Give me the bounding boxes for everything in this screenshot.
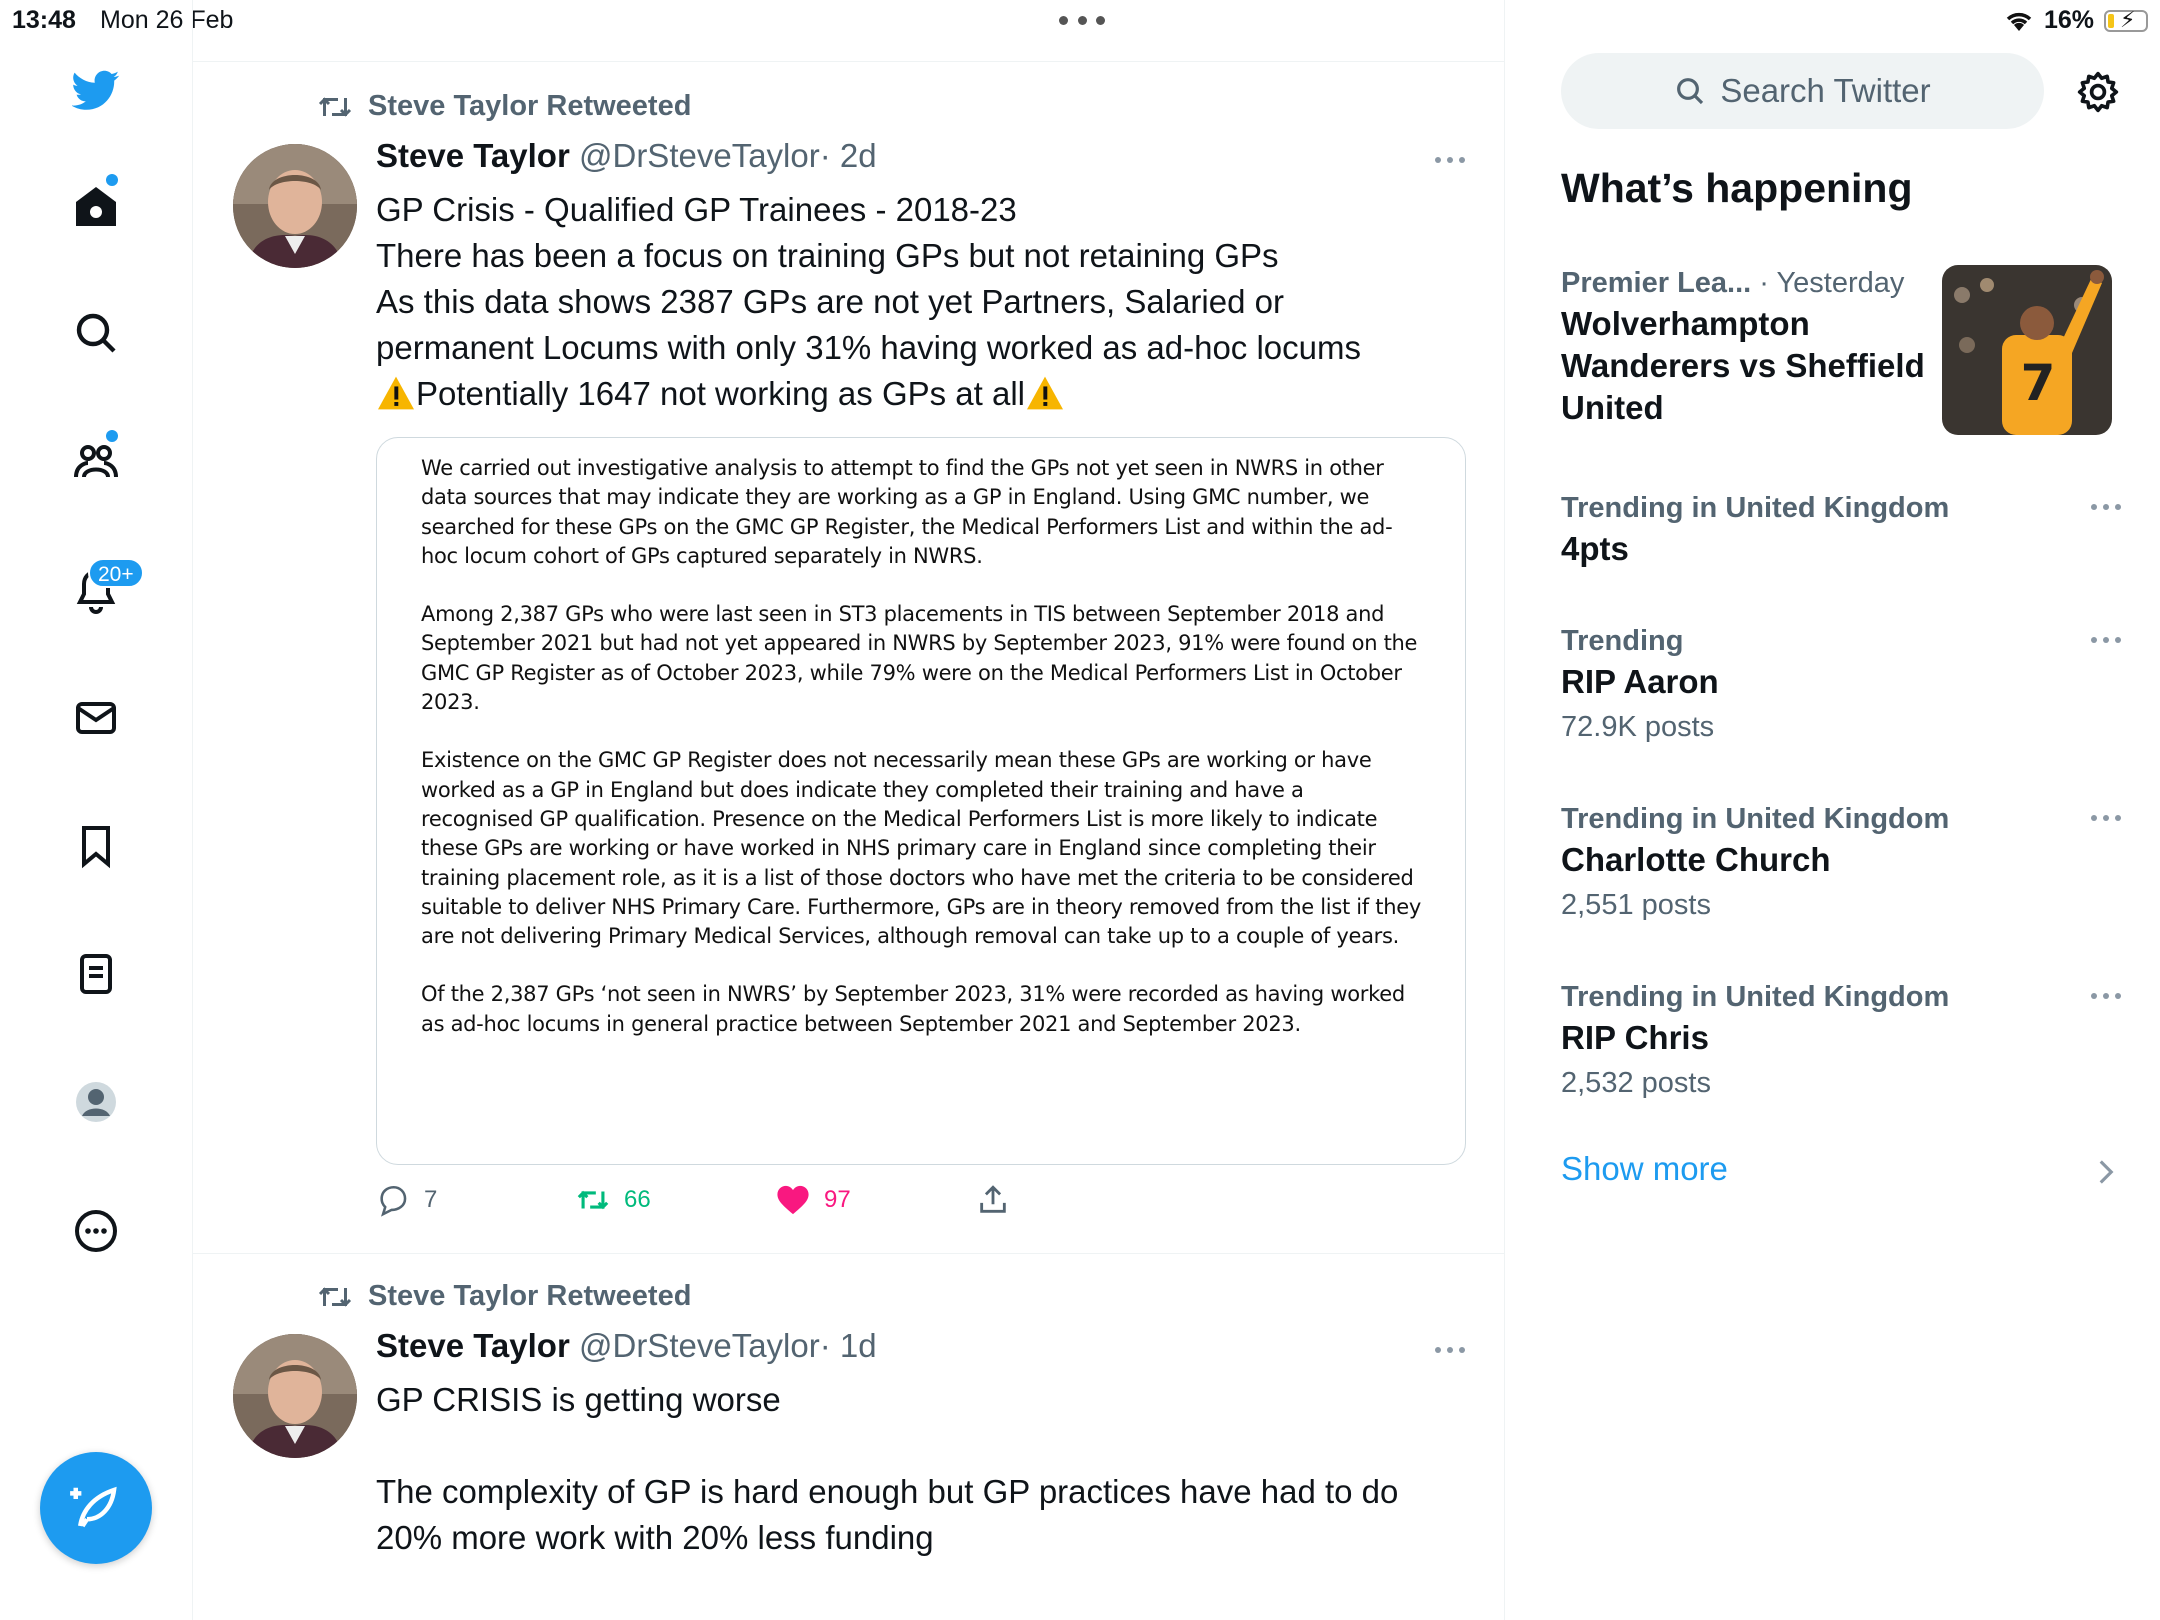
trend-category: Trending bbox=[1561, 625, 1684, 657]
trend-count: 72.9K posts bbox=[1561, 711, 1715, 743]
mail-icon[interactable] bbox=[70, 692, 122, 744]
compose-button[interactable] bbox=[40, 1452, 152, 1564]
trend-more-icon[interactable] bbox=[2091, 993, 2121, 1001]
trend-count: 2,532 posts bbox=[1561, 1067, 1711, 1099]
warning-text: Potentially 1647 not working as GPs at all bbox=[416, 375, 1026, 412]
reply-count: 7 bbox=[424, 1186, 438, 1213]
trend-category: Trending in United Kingdom bbox=[1561, 803, 1950, 835]
chevron-right-icon bbox=[2096, 1158, 2116, 1186]
tweet-more-icon[interactable] bbox=[1435, 157, 1465, 165]
battery-icon: ⚡ bbox=[2104, 10, 2148, 32]
tweet-time[interactable]: · 2d bbox=[819, 137, 877, 174]
author-handle[interactable]: @DrSteveTaylor bbox=[578, 1327, 820, 1364]
document-paragraph: We carried out investigative analysis to attempt to find the GPs not yet seen in NWRS in other data sources that may indicate they are working as a GP in England. Using GMC number, we searched for these GPs on the GMC GP Register, the Medical Performers List and within the ad-hoc locum cohort of GPs captured separately in NWRS. bbox=[421, 456, 1393, 568]
tweet-text bbox=[376, 187, 1436, 417]
trend-more-icon[interactable] bbox=[2091, 815, 2121, 823]
retweet-context-label: Steve Taylor Retweeted bbox=[368, 90, 692, 122]
like-icon bbox=[776, 1183, 810, 1217]
document-paragraph: Existence on the GMC GP Register does not necessarily mean these GPs are working or have worked as a GP in England but does indicate they completed their training and have a recognised GP qualification. Presence on the Medical Performers List is more likely to indicate these GPs are working or have worked in NHS primary care in England since completing their training placement role, as it is a list of those doctors who have met the criteria to be considered suitable to deliver NHS Primary Care. Furthermore, GPs are in theory removed from the list if they are not delivering Primary Medical Services, although removal can take up to a couple of years. bbox=[421, 748, 1421, 949]
document-paragraph: Of the 2,387 GPs ‘not seen in NWRS’ by September 2023, 31% were recorded as having worked as ad-hoc locums in general practice between September 2021 and September 2023. bbox=[421, 982, 1405, 1036]
tweet-header bbox=[376, 137, 877, 175]
trend-more-icon[interactable] bbox=[2091, 637, 2121, 645]
trend-category: Trending in United Kingdom bbox=[1561, 492, 1950, 524]
trend-time: · Yesterday bbox=[1759, 267, 1905, 299]
whats-happening-heading: What’s happening bbox=[1561, 165, 1913, 211]
trend-count: 2,551 posts bbox=[1561, 889, 1711, 921]
like-count: 97 bbox=[824, 1186, 851, 1213]
reply-icon bbox=[376, 1183, 410, 1217]
tweet-warning-line bbox=[376, 371, 1436, 417]
tweet-divider bbox=[193, 1253, 1504, 1254]
communities-unread-dot bbox=[106, 430, 118, 442]
status-date: Mon 26 Feb bbox=[100, 6, 234, 34]
show-more-link[interactable]: Show more bbox=[1561, 1150, 1728, 1187]
share-button[interactable] bbox=[976, 1183, 1010, 1217]
retweet-icon bbox=[316, 92, 354, 122]
search-placeholder: Search Twitter bbox=[1720, 72, 1931, 109]
notifications-badge: 20+ bbox=[88, 558, 144, 588]
tweet-line: As this data shows 2387 GPs are not yet Partners, Salaried or bbox=[376, 283, 1284, 320]
avatar[interactable] bbox=[233, 1334, 357, 1458]
search-input[interactable] bbox=[1561, 53, 2044, 129]
retweet-context bbox=[316, 90, 691, 123]
home-unread-dot bbox=[106, 174, 118, 186]
tweet-time[interactable]: · 1d bbox=[819, 1327, 877, 1364]
trend-thumbnail[interactable] bbox=[1942, 265, 2112, 435]
trend-name: RIP Chris bbox=[1561, 1019, 1709, 1056]
tweet-more-icon[interactable] bbox=[1435, 1347, 1465, 1355]
home-icon[interactable] bbox=[70, 180, 122, 232]
retweet-context-label: Steve Taylor Retweeted bbox=[368, 1280, 692, 1312]
tweet-header bbox=[376, 1327, 877, 1365]
trend-item[interactable] bbox=[1561, 263, 1961, 429]
tweet-line: GP Crisis - Qualified GP Trainees - 2018-23 bbox=[376, 191, 1017, 228]
reply-button[interactable] bbox=[376, 1183, 437, 1217]
communities-icon[interactable] bbox=[70, 435, 122, 487]
like-button[interactable] bbox=[776, 1183, 851, 1217]
trend-more-icon[interactable] bbox=[2091, 504, 2121, 512]
retweet-icon bbox=[576, 1183, 610, 1217]
author-name[interactable]: Steve Taylor bbox=[376, 1327, 570, 1364]
document-paragraph: Among 2,387 GPs who were last seen in ST3 placements in TIS between September 2018 and September 2021 but had not yet appeared in NWRS by September 2023, 91% were found on the GMC GP Register as of October 2023, while 79% were on the Medical Performers List in October 2023. bbox=[421, 602, 1418, 715]
retweet-button[interactable] bbox=[576, 1183, 651, 1217]
timeline-top-divider bbox=[193, 61, 1504, 62]
trend-category: Trending in United Kingdom bbox=[1561, 981, 1950, 1013]
tweet-line: GP CRISIS is getting worse bbox=[376, 1381, 781, 1418]
battery-percent: 16% bbox=[2043, 6, 2094, 34]
status-time: 13:48 bbox=[12, 6, 76, 34]
profile-icon[interactable] bbox=[70, 1076, 122, 1128]
tweet-actions bbox=[376, 1183, 1176, 1223]
tweet-line: permanent Locums with only 31% having worked as ad-hoc locums bbox=[376, 329, 1362, 366]
trend-category bbox=[1561, 263, 1961, 303]
trend-name: 4pts bbox=[1561, 530, 1629, 567]
retweet-icon bbox=[316, 1282, 354, 1312]
search-icon[interactable] bbox=[70, 307, 122, 359]
trend-item[interactable] bbox=[1561, 799, 2121, 927]
compose-icon bbox=[69, 1481, 123, 1535]
warning-icon bbox=[376, 375, 416, 411]
trend-name: Wolverhampton Wanderers vs Sheffield United bbox=[1561, 305, 1925, 426]
share-icon bbox=[976, 1183, 1010, 1217]
lists-icon[interactable] bbox=[70, 948, 122, 1000]
warning-icon bbox=[1025, 375, 1065, 411]
retweet-count: 66 bbox=[624, 1186, 651, 1213]
retweet-context bbox=[316, 1280, 691, 1313]
search-icon bbox=[1674, 75, 1706, 107]
author-name[interactable]: Steve Taylor bbox=[376, 137, 570, 174]
bookmark-icon[interactable] bbox=[70, 820, 122, 872]
attached-document-image[interactable] bbox=[376, 437, 1466, 1165]
trend-item[interactable] bbox=[1561, 977, 2121, 1105]
trend-name: RIP Aaron bbox=[1561, 663, 1719, 700]
timeline bbox=[193, 0, 1505, 1620]
trend-name: Charlotte Church bbox=[1561, 841, 1831, 878]
tweet-line bbox=[376, 1423, 1436, 1469]
right-sidebar bbox=[1506, 0, 2160, 1620]
avatar[interactable] bbox=[233, 144, 357, 268]
tweet-line: 20% more work with 20% less funding bbox=[376, 1519, 934, 1556]
svg-text:7: 7 bbox=[2020, 354, 2056, 412]
left-nav bbox=[0, 0, 193, 1620]
trend-category-label: Premier Lea... bbox=[1561, 267, 1752, 299]
trend-item[interactable] bbox=[1561, 621, 2121, 749]
more-circle-icon[interactable] bbox=[70, 1205, 122, 1257]
twitter-bird-icon[interactable] bbox=[70, 64, 122, 116]
tweet-text bbox=[376, 1377, 1436, 1561]
tweet-line: The complexity of GP is hard enough but GP practices have had to do bbox=[376, 1473, 1399, 1510]
trend-item[interactable] bbox=[1561, 488, 2121, 570]
tweet-line: There has been a focus on training GPs but not retaining GPs bbox=[376, 237, 1279, 274]
gear-icon[interactable] bbox=[2076, 70, 2120, 114]
author-handle[interactable]: @DrSteveTaylor bbox=[578, 137, 820, 174]
